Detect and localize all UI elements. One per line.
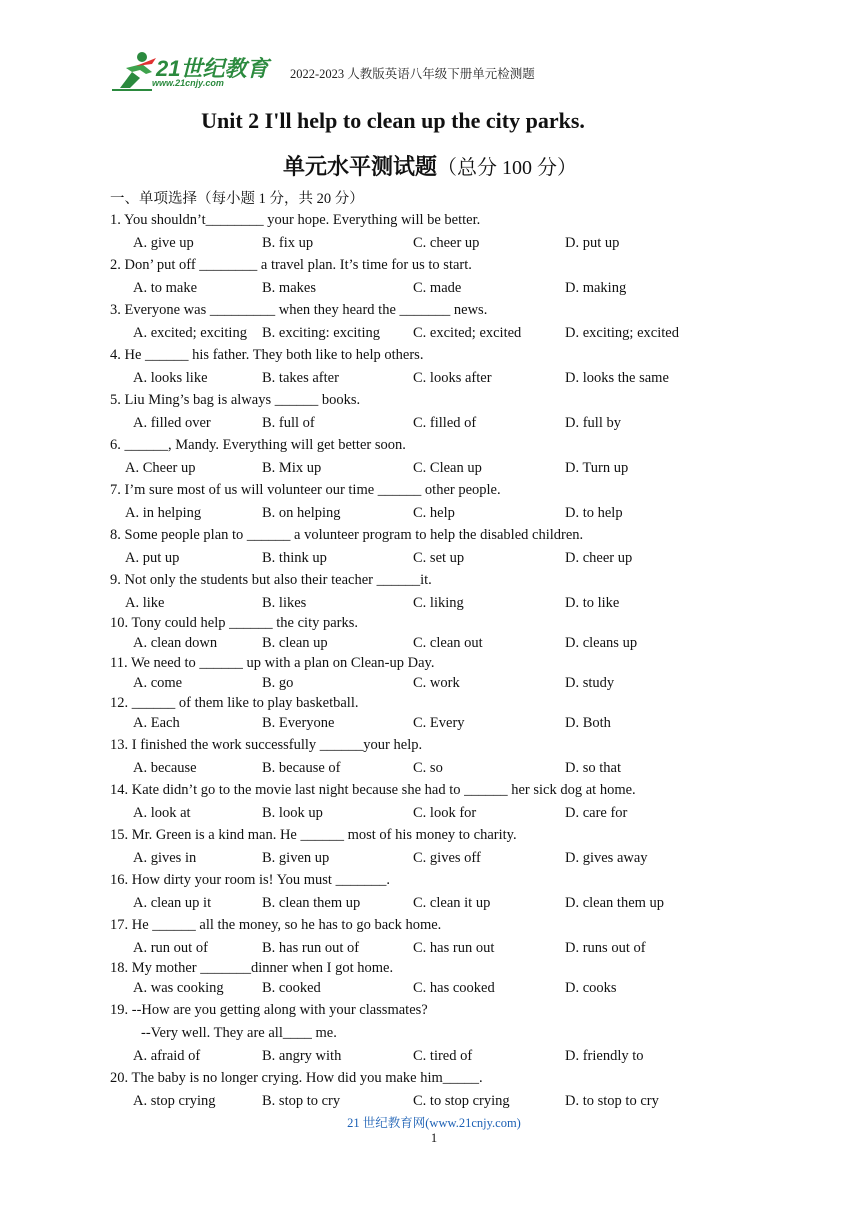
question-stem: 2. Don’ put off ________ a travel plan. It’s time for us to start.	[110, 257, 472, 273]
option-a: A. Cheer up	[125, 460, 196, 476]
question-stem: 8. Some people plan to ______ a volunteer program to help the disabled children.	[110, 527, 584, 543]
subtitle-main: 单元水平测试题	[282, 154, 437, 179]
question-stem: 13. I finished the work successfully ______your help.	[110, 737, 423, 753]
option-b: B. Everyone	[262, 715, 335, 731]
option-b: B. full of	[262, 415, 315, 431]
option-c: C. has cooked	[413, 980, 495, 996]
option-a: A. because	[133, 760, 197, 776]
option-b: B. clean up	[262, 635, 328, 651]
question-stem: 18. My mother _______dinner when I got home.	[110, 960, 394, 976]
question-stem: 10. Tony could help ______ the city parks.	[110, 615, 359, 631]
option-b: B. because of	[262, 760, 341, 776]
option-d: D. making	[565, 280, 627, 296]
option-b: B. Mix up	[262, 460, 322, 476]
option-a: A. was cooking	[133, 980, 224, 996]
option-a: A. stop crying	[133, 1093, 216, 1109]
question-stem: 5. Liu Ming’s bag is always ______ books.	[110, 392, 361, 408]
option-a: A. looks like	[133, 370, 208, 386]
option-d: D. Turn up	[565, 460, 629, 476]
header-title: 2022-2023 人教版英语八年级下册单元检测题	[290, 67, 535, 81]
section-heading: 一、单项选择（每小题 1 分，共 20 分）	[110, 191, 364, 207]
question-stem: 6. ______, Mandy. Everything will get better soon.	[110, 437, 406, 453]
option-c: C. made	[413, 280, 462, 296]
footer-link[interactable]: 21 世纪教育网(www.21cnjy.com)	[347, 1116, 521, 1130]
option-c: C. looks after	[413, 370, 492, 386]
option-b: B. think up	[262, 550, 327, 566]
option-c: C. set up	[413, 550, 465, 566]
question-stem: 9. Not only the students but also their teacher ______it.	[110, 572, 432, 588]
question-stem: 4. He ______ his father. They both like to help others.	[110, 347, 424, 363]
option-b: B. given up	[262, 850, 330, 866]
option-c: C. tired of	[413, 1048, 473, 1064]
option-d: D. looks the same	[565, 370, 669, 386]
site-logo	[112, 48, 282, 92]
option-d: D. cleans up	[565, 635, 638, 651]
option-b: B. clean them up	[262, 895, 361, 911]
option-b: B. go	[262, 675, 294, 691]
question-stem: 3. Everyone was _________ when they heard the _______ news.	[110, 302, 488, 318]
page-number: 1	[430, 1131, 438, 1145]
question-stem: 16. How dirty your room is! You must _______.	[110, 872, 390, 888]
option-b: B. takes after	[262, 370, 339, 386]
option-a: A. gives in	[133, 850, 197, 866]
option-d: D. exciting; excited	[565, 325, 679, 341]
option-a: A. give up	[133, 235, 194, 251]
option-d: D. so that	[565, 760, 621, 776]
option-c: C. gives off	[413, 850, 481, 866]
option-b: B. angry with	[262, 1048, 342, 1064]
option-a: A. look at	[133, 805, 191, 821]
option-d: D. gives away	[565, 850, 648, 866]
option-a: A. clean up it	[133, 895, 212, 911]
option-b: B. stop to cry	[262, 1093, 341, 1109]
option-c: C. filled of	[413, 415, 477, 431]
page-subtitle	[0, 150, 860, 181]
option-d: D. put up	[565, 235, 620, 251]
option-c: C. excited; excited	[413, 325, 522, 341]
option-a: A. come	[133, 675, 183, 691]
option-d: D. cooks	[565, 980, 617, 996]
page-header	[112, 48, 752, 92]
question-stem: 20. The baby is no longer crying. How did you make him_____.	[110, 1070, 483, 1086]
question-stem: 19. --How are you getting along with your classmates?	[110, 1002, 428, 1018]
question-stem: 7. I’m sure most of us will volunteer our time ______ other people.	[110, 482, 501, 498]
option-d: D. cheer up	[565, 550, 633, 566]
option-c: C. to stop crying	[413, 1093, 510, 1109]
option-b: B. on helping	[262, 505, 341, 521]
option-c: C. look for	[413, 805, 477, 821]
option-c: C. Every	[413, 715, 465, 731]
option-b: B. exciting: exciting	[262, 325, 380, 341]
option-a: A. excited; exciting	[133, 325, 247, 341]
option-d: D. clean them up	[565, 895, 665, 911]
option-a: A. in helping	[125, 505, 202, 521]
option-d: D. to like	[565, 595, 620, 611]
option-a: A. like	[125, 595, 165, 611]
question-stem: 14. Kate didn’t go to the movie last night because she had to ______ her sick dog at home.	[110, 782, 636, 798]
option-a: A. to make	[133, 280, 198, 296]
option-a: A. filled over	[133, 415, 211, 431]
logo-text: 21世纪教育	[156, 56, 269, 81]
option-c: C. clean it up	[413, 895, 491, 911]
option-c: C. has run out	[413, 940, 495, 956]
option-d: D. study	[565, 675, 615, 691]
option-b: B. makes	[262, 280, 316, 296]
option-c: C. cheer up	[413, 235, 480, 251]
option-c: C. so	[413, 760, 443, 776]
page-title: Unit 2 I'll help to clean up the city parks.	[201, 108, 585, 133]
question-stem: 1. You shouldn’t________ your hope. Everything will be better.	[110, 212, 481, 228]
question-stem: 12. ______ of them like to play basketball.	[110, 695, 359, 711]
option-d: D. friendly to	[565, 1048, 644, 1064]
option-a: A. Each	[133, 715, 180, 731]
logo-url: www.21cnjy.com	[152, 78, 224, 88]
option-b: B. look up	[262, 805, 323, 821]
option-d: D. Both	[565, 715, 611, 731]
option-b: B. has run out of	[262, 940, 360, 956]
option-a: A. clean down	[133, 635, 218, 651]
option-a: A. put up	[125, 550, 180, 566]
option-d: D. full by	[565, 415, 621, 431]
subtitle-score: （总分 100 分）	[437, 157, 577, 179]
question-stem-reply: --Very well. They are all____ me.	[141, 1025, 337, 1041]
option-c: C. liking	[413, 595, 464, 611]
option-c: C. clean out	[413, 635, 483, 651]
option-d: D. runs out of	[565, 940, 646, 956]
option-b: B. cooked	[262, 980, 321, 996]
option-b: B. fix up	[262, 235, 314, 251]
option-c: C. work	[413, 675, 460, 691]
question-stem: 15. Mr. Green is a kind man. He ______ most of his money to charity.	[110, 827, 517, 843]
option-c: C. Clean up	[413, 460, 482, 476]
option-d: D. care for	[565, 805, 628, 821]
question-stem: 11. We need to ______ up with a plan on Clean-up Day.	[110, 655, 435, 671]
option-a: A. afraid of	[133, 1048, 201, 1064]
question-stem: 17. He ______ all the money, so he has to go back home.	[110, 917, 442, 933]
option-d: D. to help	[565, 505, 623, 521]
option-d: D. to stop to cry	[565, 1093, 659, 1109]
option-b: B. likes	[262, 595, 307, 611]
option-a: A. run out of	[133, 940, 208, 956]
option-c: C. help	[413, 505, 455, 521]
